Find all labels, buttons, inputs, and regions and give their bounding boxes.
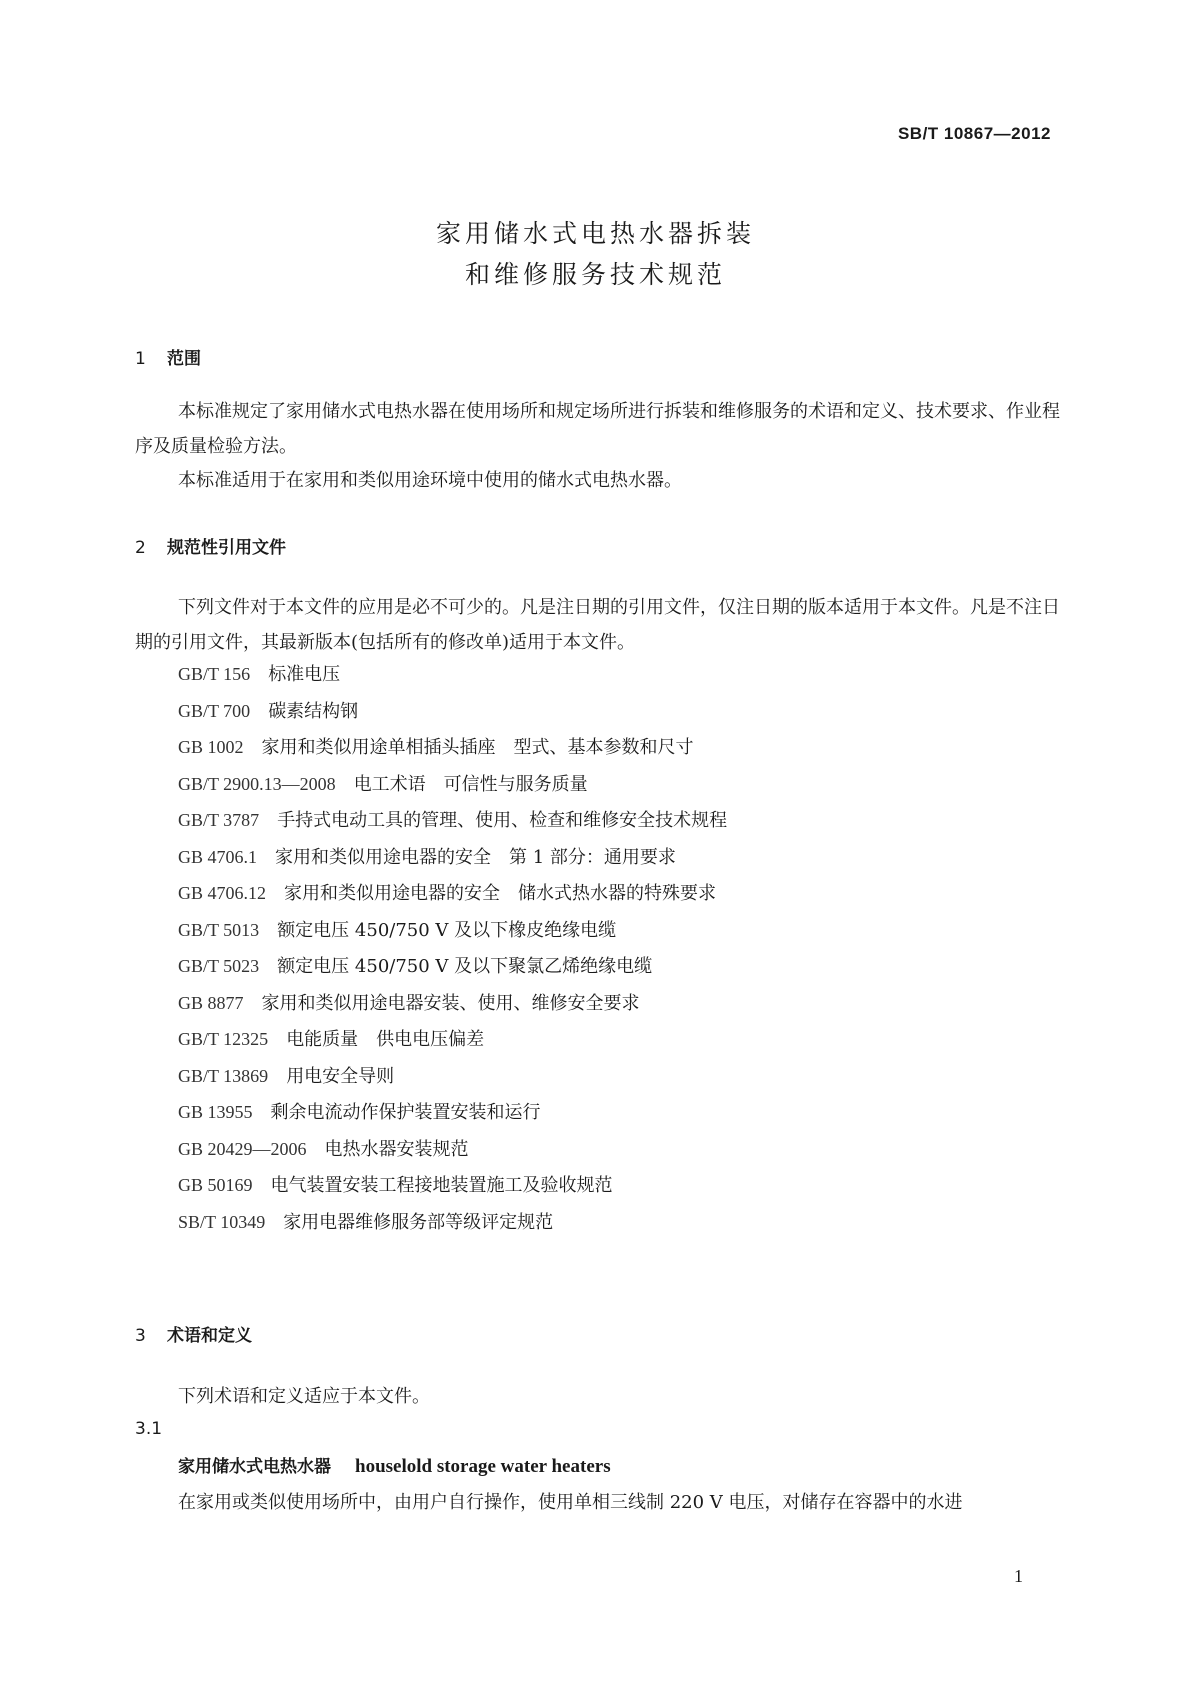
term-english: houselold storage water heaters [355,1456,611,1477]
standard-code: SB/T 10867—2012 [897,124,1051,143]
term-entry [178,1452,611,1478]
section-2-heading [135,533,286,558]
reference-item: GB/T 13869 用电安全导则 [178,1065,395,1087]
scope-paragraph-1: 本标准规定了家用储水式电热水器在使用场所和规定场所进行拆装和维修服务的术语和定义、技术要求、作业程序及质量检验方法。 [135,401,1060,457]
section-title: 术语和定义 [167,1326,252,1346]
reference-item: GB/T 5013 额定电压 450/750 V 及以下橡皮绝缘电缆 [178,919,617,941]
title-line-2: 和维修服务技术规范 [464,260,726,289]
title-line-1: 家用储水式电热水器拆装 [435,219,755,248]
section-number: 3 [135,1326,146,1346]
subclause-number: 3.1 [135,1419,163,1439]
scope-paragraph-2: 本标准适用于在家用和类似用途环境中使用的储水式电热水器。 [178,470,682,491]
reference-item: GB/T 156 标准电压 [178,664,341,685]
reference-item: GB/T 5023 额定电压 450/750 V 及以下聚氯乙烯绝缘电缆 [178,956,653,977]
reference-item: GB/T 3787 手持式电动工具的管理、使用、检查和维修安全技术规程 [178,810,728,831]
reference-item: GB 50169 电气装置安装工程接地装置施工及验收规范 [178,1175,613,1196]
reference-list [178,656,727,1240]
section-title: 范围 [167,349,201,369]
reference-item: GB/T 12325 电能质量 供电电压偏差 [178,1029,485,1050]
section-number: 1 [135,349,146,369]
reference-item: GB 4706.12 家用和类似用途电器的安全 储水式热水器的特殊要求 [178,883,717,904]
reference-item: GB 1002 家用和类似用途单相插头插座 型式、基本参数和尺寸 [178,737,694,758]
reference-item: GB/T 700 碳素结构钢 [178,700,359,722]
reference-item: GB/T 2900.13—2008 电工术语 可信性与服务质量 [178,773,588,795]
section-1-heading [135,344,201,369]
section-number: 2 [135,538,146,558]
normative-intro: 下列文件对于本文件的应用是必不可少的。凡是注日期的引用文件，仅注日期的版本适用于本文件。凡是不注日期的引用文件，其最新版本(包括所有的修改单)适用于本文件。 [135,597,1060,653]
page-number: 1 [1014,1566,1023,1586]
reference-item: GB 13955 剩余电流动作保护装置安装和运行 [178,1102,541,1123]
reference-item: SB/T 10349 家用电器维修服务部等级评定规范 [178,1211,554,1233]
section-title: 规范性引用文件 [167,538,286,558]
reference-item: GB 4706.1 家用和类似用途电器的安全 第 1 部分：通用要求 [178,846,676,868]
term-chinese: 家用储水式电热水器 [178,1457,331,1477]
terms-intro: 下列术语和定义适应于本文件。 [178,1386,430,1407]
reference-item: GB 20429—2006 电热水器安装规范 [178,1138,469,1160]
section-3-heading [135,1321,252,1346]
reference-item: GB 8877 家用和类似用途电器安装、使用、维修安全要求 [178,992,640,1014]
term-definition: 在家用或类似使用场所中，由用户自行操作，使用单相三线制 220 V 电压，对储存在容器中的水进 [178,1492,963,1513]
